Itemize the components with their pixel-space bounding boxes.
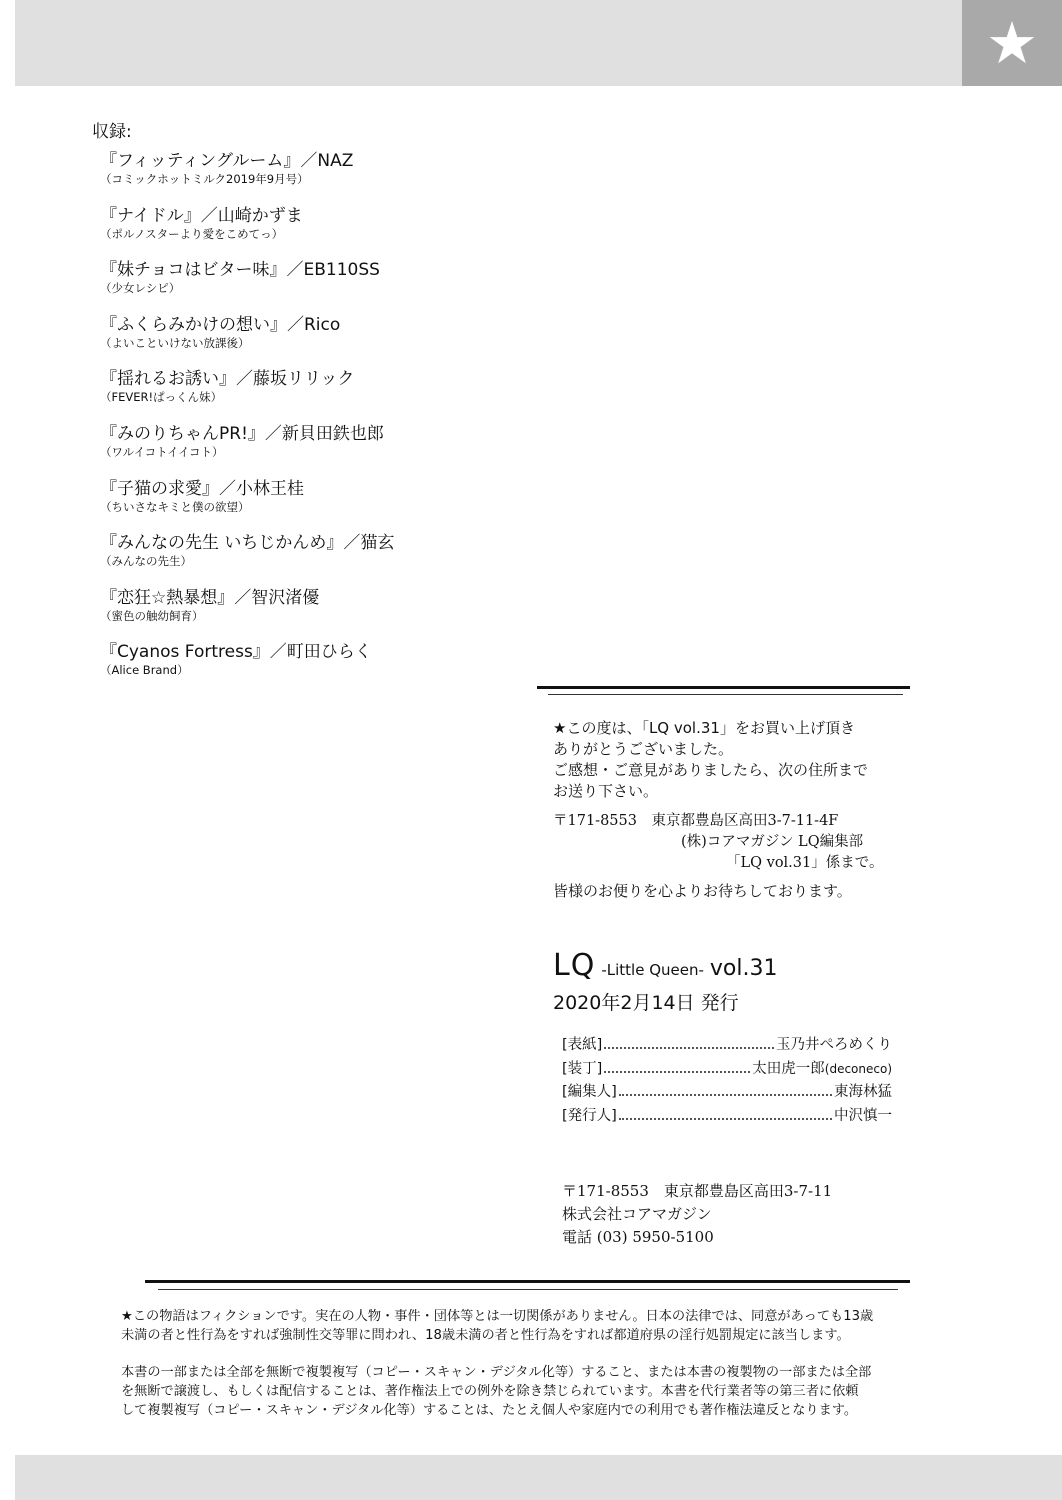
list-item	[100, 368, 520, 423]
dot-leader	[619, 1118, 832, 1120]
entry-source: （コミックホットミルク2019年9月号）	[100, 172, 309, 186]
legal-line: ★この物語はフィクションです。実在の人物・事件・団体等とは一切関係がありません。日本の法律では、同意があっても13歳	[121, 1309, 874, 1324]
dot-leader	[604, 1071, 750, 1073]
list-item	[100, 532, 520, 587]
credit-row	[562, 1080, 892, 1104]
address-line: 「LQ vol.31」係まで。	[726, 855, 884, 871]
entry-source: （みんなの先生）	[100, 554, 192, 569]
entry-title: 『ナイドル』／山崎かずま	[100, 205, 303, 226]
dot-leader	[619, 1094, 832, 1096]
entry-title: 『Cyanos Fortress』／町田ひらく	[100, 642, 372, 663]
entry-title: 『揺れるお誘い』／藤坂リリック	[100, 369, 355, 390]
publisher-company: 株式会社コアマガジン	[562, 1205, 712, 1223]
list-item	[100, 478, 520, 533]
publisher-phone: 電話 (03) 5950-5100	[562, 1228, 714, 1246]
entry-title: 『みんなの先生 いちじかんめ』／猫玄	[100, 533, 395, 554]
list-item	[100, 314, 520, 369]
legal-line: 未満の者と性行為をすれば強制性交等罪に問われ、18歳未満の者と性行為をすれば都道府県の淫行処罰規定に該当します。	[121, 1328, 850, 1343]
credit-name: 太田虎一郎	[752, 1060, 825, 1077]
credit-role: [編集人]	[562, 1084, 617, 1100]
divider-thick	[145, 1280, 910, 1283]
list-item	[100, 423, 520, 478]
magazine-subtitle: -Little Queen-	[601, 961, 704, 979]
volume-number: vol.31	[709, 956, 778, 981]
magazine-title: LQ	[553, 948, 596, 983]
message-line: お送り下さい。	[553, 782, 659, 800]
divider-thin	[158, 1289, 898, 1290]
footer-band	[15, 1455, 1062, 1500]
contents-list	[100, 150, 520, 696]
dot-leader	[604, 1047, 774, 1049]
credit-role: [表紙]	[562, 1037, 603, 1053]
publisher-info	[562, 1180, 832, 1249]
publication-title	[553, 948, 777, 983]
message-line: ご感想・ご意見がありましたら、次の住所まで	[553, 761, 869, 779]
entry-title: 『妹チョコはビター味』／EB110SS	[100, 260, 380, 281]
address-line: (株)コアマガジン LQ編集部	[681, 834, 864, 850]
list-item	[100, 587, 520, 642]
credit-role: [装丁]	[562, 1060, 603, 1077]
entry-title: 『みのりちゃんPR!』／新貝田鉄也郎	[100, 423, 384, 444]
credit-role: [発行人]	[562, 1107, 617, 1124]
contents-heading: 収録:	[92, 122, 132, 142]
closing-text: 皆様のお便りを心よりお待ちしております。	[553, 882, 852, 900]
entry-title: 『フィッティングルーム』／NAZ	[100, 151, 354, 171]
list-item	[100, 259, 520, 314]
publication-date: 2020年2月14日 発行	[553, 992, 739, 1014]
divider-thick	[537, 686, 910, 689]
credits-list	[562, 1033, 892, 1127]
star-badge	[962, 0, 1062, 86]
address-line: 〒171-8553 東京都豊島区高田3-7-11-4F	[553, 813, 839, 829]
credit-row	[562, 1033, 892, 1057]
entry-source: （ポルノスターより愛をこめてっ）	[100, 226, 284, 241]
legal-notice	[121, 1307, 951, 1420]
credit-name: 東海林猛	[834, 1084, 892, 1100]
message-line: ありがとうございました。	[553, 740, 734, 758]
entry-source: （よいこといけない放課後）	[100, 335, 250, 350]
legal-line: して複製複写（コピー・スキャン・デジタル化等）することは、たとえ個人や家庭内での利用でも著作権法違反となります。	[121, 1403, 858, 1418]
divider-thin	[548, 694, 903, 695]
message-line: ★この度は、「LQ vol.31」をお買い上げ頂き	[553, 719, 855, 737]
list-item	[100, 150, 520, 205]
legal-line: を無断で譲渡し、もしくは配信することは、著作権法上での例外を除き禁じられています。本書を代行業者等の第三者に依頼	[121, 1384, 859, 1399]
reader-message	[553, 718, 903, 802]
spacer	[121, 1345, 951, 1363]
star-icon: ★	[986, 9, 1038, 77]
credit-row	[562, 1104, 892, 1128]
header-band	[15, 0, 962, 86]
list-item	[100, 205, 520, 260]
entry-source: （ちいさなキミと僕の欲望）	[100, 499, 250, 514]
publisher-address: 〒171-8553 東京都豊島区高田3-7-11	[562, 1182, 833, 1200]
entry-title: 『恋狂☆熱暴想』／智沢渚優	[100, 587, 320, 608]
credit-row	[562, 1057, 892, 1081]
entry-source: （FEVER!ぱっくん妹）	[100, 390, 223, 405]
entry-source: （ワルイコトイイコト）	[100, 444, 224, 459]
entry-source: （Alice Brand）	[100, 663, 189, 678]
legal-line: 本書の一部または全部を無断で複製複写（コピー・スキャン・デジタル化等）すること、または本書の複製物の一部または全部	[121, 1365, 872, 1380]
mailing-address	[553, 811, 903, 874]
credit-name: 中沢慎一	[834, 1107, 892, 1124]
entry-title: 『子猫の求愛』／小林王桂	[100, 478, 304, 499]
credit-name: 玉乃井ぺろめくり	[776, 1037, 892, 1053]
credit-note: (deconeco)	[824, 1061, 892, 1076]
entry-title: 『ふくらみかけの想い』／Rico	[100, 314, 341, 335]
entry-source: （少女レシピ）	[100, 281, 181, 296]
list-item	[100, 641, 520, 696]
entry-source: （蜜色の触幼飼育）	[100, 608, 204, 623]
